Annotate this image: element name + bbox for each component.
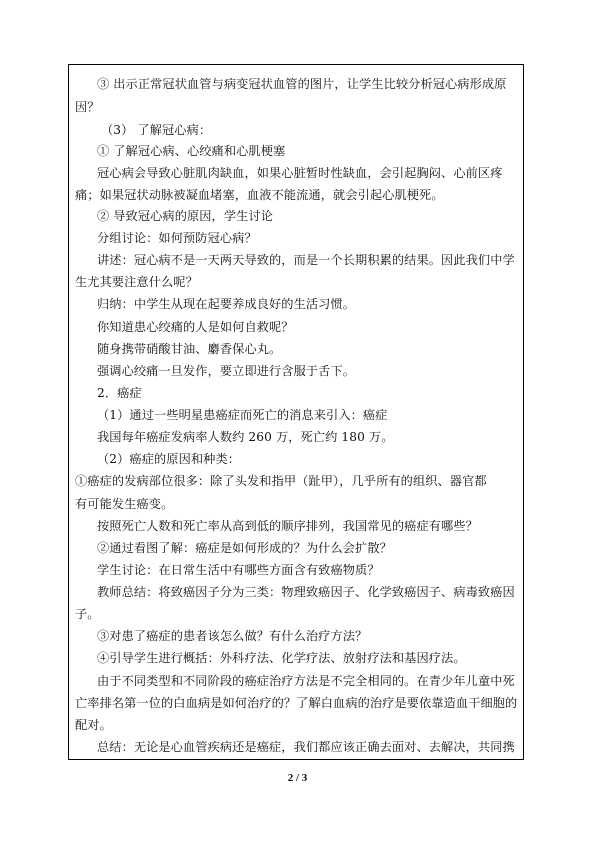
- text-line: 分组讨论：如何预防冠心病？: [97, 231, 257, 246]
- text-line: 强调心绞痛一旦发作，要立即进行含服于舌下。: [97, 363, 356, 378]
- text-line: （2）癌症的原因和种类：: [97, 452, 241, 467]
- text-line: ②通过看图了解：癌症是如何形成的？为什么会扩散？: [97, 540, 392, 555]
- text-line: 痛；如果冠状动脉被凝血堵塞，血液不能流通，就会引起心肌梗死。: [75, 187, 444, 202]
- text-line: 配对。: [75, 717, 112, 732]
- text-line: 由于不同类型和不同阶段的癌症治疗方法是不完全相同的。在青少年儿童中死: [97, 673, 515, 688]
- text-line: 我国每年癌症发病率人数约 260 万，死亡约 180 万。: [97, 430, 394, 445]
- text-line: 冠心病会导致心脏肌肉缺血，如果心脏暂时性缺血，会引起胸闷、心前区疼: [97, 165, 503, 180]
- text-line: 学生讨论：在日常生活中有哪些方面含有致癌物质？: [97, 562, 380, 577]
- text-line: 生尤其要注意什么呢？: [75, 275, 198, 290]
- text-line: 2．癌症: [97, 385, 142, 400]
- text-line: 教师总结：将致癌因子分为三类：物理致癌因子、化学致癌因子、病毒致癌因: [97, 585, 515, 600]
- text-line: 总结：无论是心血管疾病还是癌症，我们都应该正确去面对、去解决，共同携: [97, 740, 515, 754]
- text-line: ① 了解冠心病、心绞痛和心肌梗塞: [97, 144, 286, 159]
- text-line: ①癌症的发病部位很多：除了头发和指甲（趾甲），几乎所有的组织、器官都: [75, 474, 487, 489]
- text-line: 讲述：冠心病不是一天两天导致的，而是一个长期积累的结果。因此我们中学: [97, 253, 515, 268]
- text-line: 随身携带硝酸甘油、麝香保心丸。: [97, 341, 282, 356]
- text-line: 因？: [75, 100, 100, 115]
- text-line: 归纳：中学生从现在起要养成良好的生活习惯。: [97, 297, 356, 312]
- text-line: 亡率排名第一位的白血病是如何治疗的？了解白血病的治疗是要依靠造血干细胞的: [75, 695, 518, 710]
- text-line: （3） 了解冠心病：: [101, 123, 212, 138]
- text-line: ④引导学生进行概括：外科疗法、化学疗法、放射疗法和基因疗法。: [97, 651, 466, 666]
- text-line: 子。: [75, 607, 100, 622]
- content-table-cell: [68, 64, 524, 760]
- text-line: ③ 出示正常冠状血管与病变冠状血管的图片，让学生比较分析冠心病形成原: [97, 77, 507, 92]
- text-line: ② 导致冠心病的原因，学生讨论: [97, 208, 273, 223]
- text-line: 你知道患心绞痛的人是如何自救呢？: [97, 319, 294, 334]
- text-line: ③对患了癌症的患者该怎么做？有什么治疗方法？: [97, 629, 368, 644]
- page-number: 2 / 3: [287, 772, 308, 784]
- text-line: （1）通过一些明星患癌症而死亡的消息来引入：癌症: [97, 408, 388, 423]
- text-line: 有可能发生癌变。: [75, 496, 174, 511]
- text-line: 按照死亡人数和死亡率从高到低的顺序排列，我国常见的癌症有哪些？: [97, 518, 478, 533]
